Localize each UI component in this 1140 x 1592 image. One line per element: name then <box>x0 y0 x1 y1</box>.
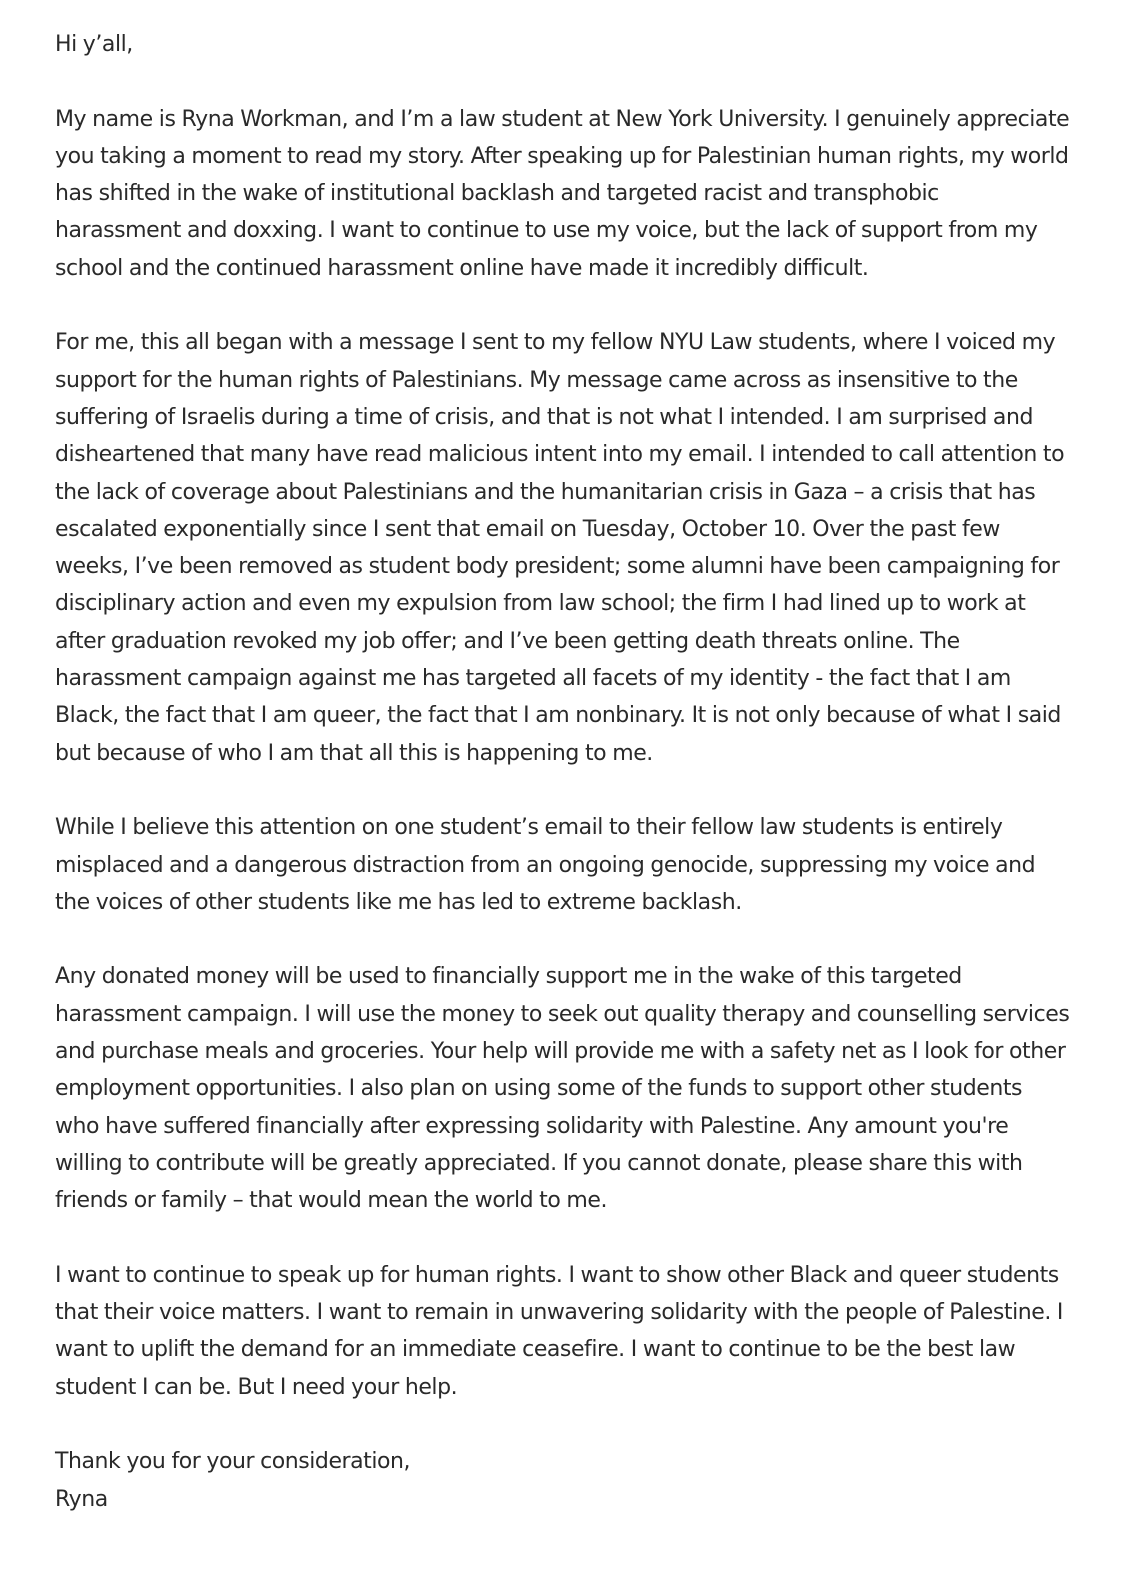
paragraph-belief: While I believe this attention on one student’s email to their fellow law students is entirely misplaced and a dangerous distraction from an ongoing genocide, suppressing my voice and the voices of other students like me has led to extreme backlash. <box>55 815 1036 915</box>
greeting: Hi y’all, <box>55 32 133 57</box>
signoff <box>55 1443 1070 1518</box>
letter-body <box>55 26 1070 1518</box>
closing: Thank you for your consideration, <box>55 1449 411 1475</box>
signature: Ryna <box>55 1486 108 1512</box>
paragraph-background: For me, this all began with a message I sent to my fellow NYU Law students, where I voiced my support for the human rights of Palestinians. My message came across as insensitive to the suffering of Israelis during a time of crisis, and that is not what I intended. I am surprised and disheartened that many have read malicious intent into my email. I intended to call attention to the lack of coverage about Palestinians and the humanitarian crisis in Gaza – a crisis that has escalated exponentially since I sent that email on Tuesday, October 10. Over the past few weeks, I’ve been removed as student body president; some alumni have been campaigning for disciplinary action and even my expulsion from law school; the firm I had lined up to work at after graduation revoked my job offer; and I’ve been getting death threats online. The harassment campaign against me has targeted all facets of my identity - the fact that I am Black, the fact that I am queer, the fact that I am nonbinary. It is not only because of what I said but because of who I am that all this is happening to me. <box>55 330 1065 766</box>
paragraph-goals: I want to continue to speak up for human rights. I want to show other Black and queer students that their voice matters. I want to remain in unwavering solidarity with the people of Palestine. I want to uplift the demand for an immediate ceasefire. I want to continue to be the best law student I can be. But I need your help. <box>55 1262 1063 1400</box>
paragraph-donation-use: Any donated money will be used to financially support me in the wake of this targeted harassment campaign. I will use the money to seek out quality therapy and counselling services and purchase meals and groceries. Your help will provide me with a safety net as I look for other employment opportunities. I also plan on using some of the funds to support other students who have suffered financially after expressing solidarity with Palestine. Any amount you're willing to contribute will be greatly appreciated. If you cannot donate, please share this with friends or family – that would mean the world to me. <box>55 964 1070 1214</box>
paragraph-introduction: My name is Ryna Workman, and I’m a law student at New York University. I genuinely appreciate you taking a moment to read my story. After speaking up for Palestinian human rights, my world has shifted in the wake of institutional backlash and targeted racist and transphobic harassment and doxxing. I want to continue to use my voice, but the lack of support from my school and the continued harassment online have made it incredibly difficult. <box>55 106 1070 281</box>
